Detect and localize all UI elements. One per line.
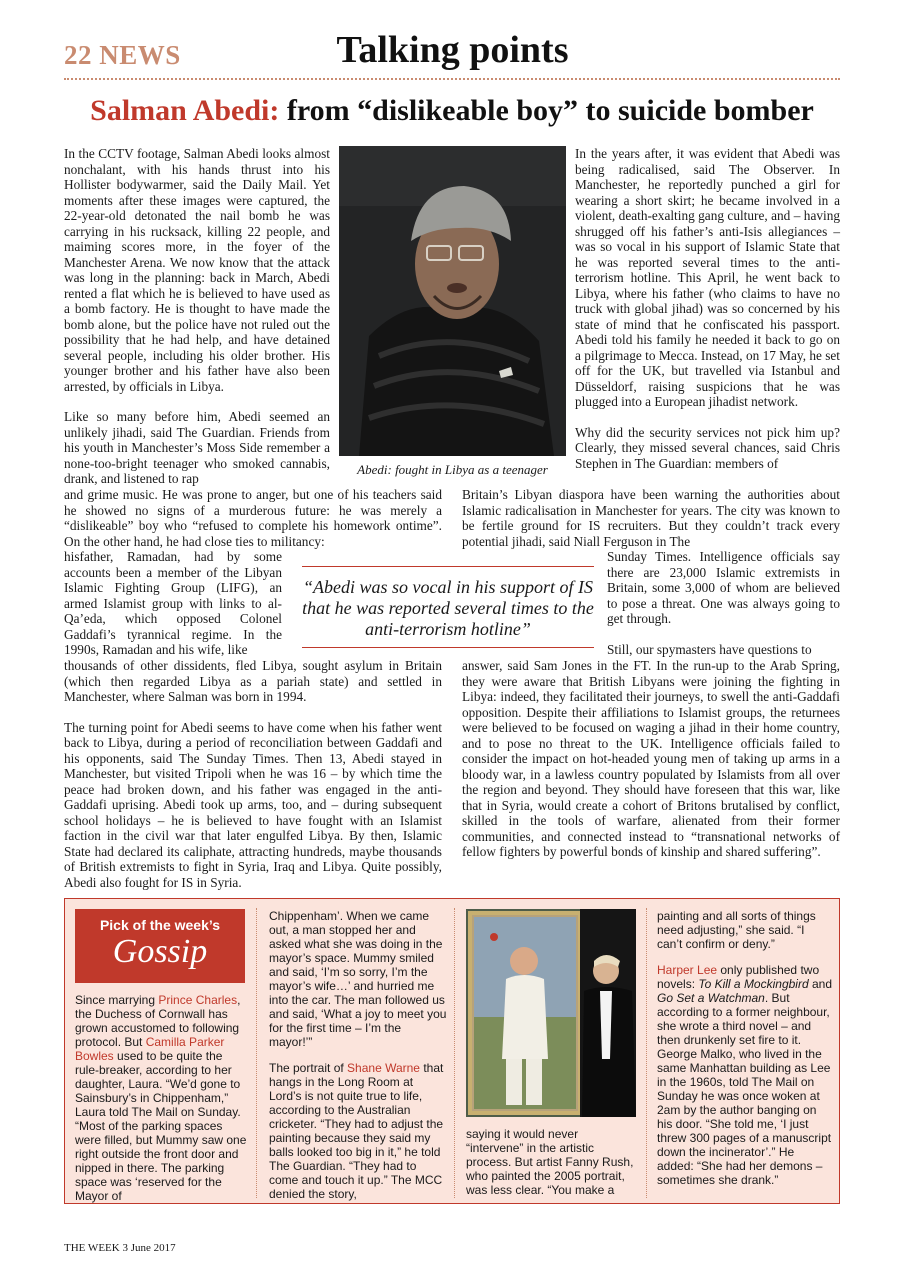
paragraph: Why did the security services not pick him up? Clearly, they missed several chances, said Chris Stephen in The Guardian: members of	[575, 424, 840, 471]
gossip-divider	[646, 908, 647, 1198]
paragraph: In the CCTV footage, Salman Abedi looks almost nonchalant, with his hands thrust into his Hollister bodywarmer, said the Daily Mail. Yet moments after these images were captured, the 22-year-old detonated the nail bomb he was carrying in his rucksack, killing 22 people, and maiming scores more, in the foyer of the Manchester Arena. We now know that the attack was long in the planning: back in March, Abedi rented a flat which he is believed to have used as a bomb factory. He is thought to have made the bomb alone, but the police have not ruled out the possibility that he had help, and have detained several people, including his older brother. His younger brother and his father have also been arrested, by officials in Libya.	[64, 146, 330, 394]
paragraph: thousands of other dissidents, fled Libya, sought asylum in Britain (which then regarded Libya as a pariah state) and settled in Manchester, where Salman was born in 1994.	[64, 658, 442, 704]
paragraph: Sunday Times. Intelligence officials say there are 23,000 Islamic extremists in Britain, some 3,000 of whom are believed to pose a threat. One was always going to get through.	[607, 549, 840, 626]
gossip-col2	[269, 909, 447, 1201]
gossip-name: Shane Warne	[347, 1061, 420, 1075]
article-headline	[64, 94, 840, 128]
gossip-name: Camilla Parker Bowles	[75, 1035, 225, 1063]
article-col1-top	[64, 146, 330, 487]
gossip-text: , the Duchess of Cornwall has grown accustomed to following protocol. But	[75, 993, 241, 1049]
article-col1-bottom	[64, 658, 442, 890]
article-col2-beside-quote	[607, 549, 840, 657]
article-col2-top	[575, 146, 840, 471]
headline-name: Salman Abedi:	[90, 94, 280, 127]
page-footer: THE WEEK 3 June 2017	[64, 1242, 176, 1254]
gossip-text: Chippenham’. When we came out, a man stopped her and asked what she was doing in the mayor’s space. Mummy smiled and said, ‘I’m so sorry, I’m the mayor’s wife…’ and hurried me into the car. The man followed us and said, ‘What a joy to meet you for the first time – I’m the mayor!’”	[269, 909, 447, 1049]
paragraph: Britain’s Libyan diaspora have been warning the authorities about Islamic radicalisation in Manchester for years. The city was known to be fertile ground for IS recruiters. But they couldn’t track every potential jihadi, said Niall Ferguson in The	[462, 487, 840, 549]
paragraph: In the years after, it was evident that Abedi was being radicalised, said The Observer. In Manchester, he reportedly punched a girl for wearing a short skirt; he became involved in a violent, death-exalting gang culture, and – having shrugged off his father’s anti-Isis allegiances – was so vocal in his support of Islamic State that he was reported several times to the anti-terrorism hotline. This April, he went back to Libya, where his father (who claims to have no truck with global jihad) was so concerned by his state of mind that he confiscated his passport. Abedi told his family he needed it back to go on a pilgrimage to Mecca. Instead, on 17 May, he set off for the UK, but travelled via Istanbul and Düsseldorf, raising suspicions that he was plugged into a European jihadist network.	[575, 146, 840, 409]
pull-quote: “Abedi was so vocal in his support of IS that he was reported several times to the anti-terrorism hotline”	[302, 566, 594, 648]
gossip-text: that hangs in the Long Room at Lord’s is not quite true to life, according to the Australian cricketer. “They had to adjust the painting because they said my balls looked too big in it,” he told The Guardian. “They had to come and touch it up.” The MCC denied the story,	[269, 1061, 444, 1201]
header-divider	[64, 78, 840, 80]
badge-gossip-text: Gossip	[112, 933, 208, 970]
gossip-col4	[657, 909, 833, 1187]
gossip-text: painting and all sorts of things need adjusting,” she said. “I can’t confirm or deny.”	[657, 909, 816, 951]
gossip-col3	[466, 1127, 638, 1197]
photo-caption: Abedi: fought in Libya as a teenager	[357, 462, 548, 477]
article-col1-beside-quote	[64, 549, 282, 658]
headline-rest: from “dislikeable boy” to suicide bomber	[279, 94, 814, 127]
gossip-text: and	[808, 977, 832, 991]
gossip-text: The portrait of	[269, 1061, 348, 1075]
page-title: Talking points	[336, 29, 569, 71]
section-label: 22 NEWS	[64, 40, 181, 70]
gossip-name: Harper Lee	[657, 963, 718, 977]
article-col2-middle	[462, 487, 840, 549]
gossip-text: . But according to a former neighbour, she wrote a third novel – and then drunkenly set fire to it. George Malko, who lived in the same Manhattan building as Lee in the 1960s, told The Mail on Sunday he was once woken at 2am by the author banging on his door. “She told me, ‘I just threw 300 pages of a manuscript down the incinerator’.” He added: “She had her demons – sometimes she drank.”	[657, 991, 832, 1187]
gossip-divider	[256, 908, 257, 1198]
abedi-photo	[339, 146, 566, 456]
gossip-text: saying it would never “intervene” in the artistic process. But artist Fanny Rush, who painted the 2005 portrait, was less clear. “You make a	[466, 1127, 634, 1197]
gossip-badge	[75, 909, 245, 983]
warne-portrait-photo	[466, 909, 636, 1117]
gossip-divider	[454, 908, 455, 1198]
paragraph: and grime music. He was prone to anger, but one of his teachers said he showed no signs of a murderous future: he was merely a “dislikeable” boy who “refused to complete his homework ontime”. On the other hand, he had close ties to militancy:	[64, 487, 442, 549]
person-photo-icon	[339, 146, 566, 456]
book-title: Go Set a Watchman	[657, 991, 765, 1005]
article-col2-bottom	[462, 658, 840, 860]
paragraph: Still, our spymasters have questions to	[607, 641, 812, 657]
paragraph: The turning point for Abedi seems to have come when his father went back to Libya, during a period of reconciliation between Gaddafi and his opponents, said The Sunday Times. Then 13, Abedi stayed in Manchester, but visited Tripoli when he was 16 – by which time the peace had broken down, and his father was engaged in the anti-Gaddafi uprising. Abedi took up arms, too, and – during subsequent school holidays – he is believed to have fought with an Islamist faction in the civil war that later engulfed Libya. By then, Islamic State had declared its caliphate, attracting hundreds, maybe thousands of British extremists to fight in Syria, Iraq and Libya. Quite possibly, Abedi also fought for IS in Syria.	[64, 719, 442, 890]
paragraph: hisfather, Ramadan, had by some accounts been a member of the Libyan Islamic Fighting Group (LIFG), an armed Islamist group with links to al-Qa’eda, which opposed Colonel Gaddafi’s tyrannical regime. In the 1990s, Ramadan and his wife, like	[64, 549, 282, 657]
paragraph: answer, said Sam Jones in the FT. In the run-up to the Arab Spring, they were aware that British Libyans were joining the fighting in Libya: indeed, they facilitated their journeys, to swell the anti-Gaddafi opposition. Despite their affiliations to Islamist groups, the returnees were believed to be focused on waging a jihad in their home country, and to pose no threat to the UK. Intelligence officials failed to consider the impact on hot-headed young men of taking up arms in a bloody war, in a lawless country populated by Islamists from all over the region and beyond. They should have foreseen that this war, like that in Syria, would create a cohort of Britons brutalised by conflict, skilled in the tools of warfare, alienated from their former communities, and connected instead to “transnational networks of fellow fighters by powerful bonds of kinship and shared suffering”.	[462, 658, 840, 859]
gossip-text: only published two novels:	[657, 963, 820, 991]
gossip-col1	[75, 993, 247, 1203]
badge-top-text: Pick of the week’s	[99, 917, 221, 933]
gossip-text: used to be quite the rule-breaker, according to her daughter, Laura. “We’d gone to Sainsbury’s in Chippenham,” Laura told The Mail on Sunday. “Most of the parking spaces were filled, but Mummy saw one right outside the front door and nipped in there. The parking space was ‘reserved for the Mayor of	[75, 1049, 247, 1203]
book-title: To Kill a Mockingbird	[698, 977, 809, 991]
article-col1-middle	[64, 487, 442, 549]
portrait-photo-icon	[466, 909, 636, 1117]
gossip-text: Since marrying	[75, 993, 159, 1007]
paragraph: Like so many before him, Abedi seemed an unlikely jihadi, said The Guardian. Friends from his youth in Manchester’s Moss Side remember a none-too-bright teenager who smoked cannabis, drank, and listened to rap	[64, 409, 330, 486]
gossip-name: Prince Charles	[158, 993, 238, 1007]
